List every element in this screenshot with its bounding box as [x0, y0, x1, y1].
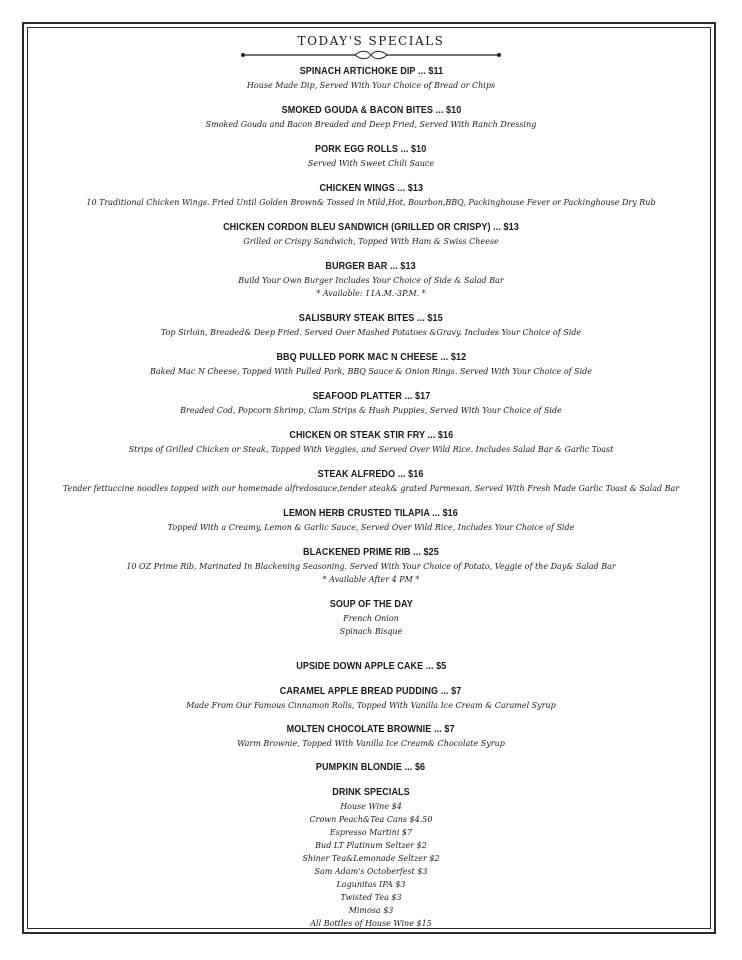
menu-item-description: Warm Brownie, Topped With Vanilla Ice Cream& Chocolate Syrup — [237, 739, 505, 748]
menu-item-description: 10 OZ Prime Rib, Marinated In Blackening Seasoning. Served With Your Choice of Potato, Veggie of the Day& Salad Bar — [126, 562, 616, 571]
menu-item — [30, 503, 712, 534]
menu-item — [30, 347, 712, 378]
menu-item-description: House Made Dip, Served With Your Choice of Bread or Chips — [246, 81, 496, 90]
menu-item-description: Mimosa $3 — [348, 906, 394, 915]
menu-item-description: Twisted Tea $3 — [340, 893, 402, 902]
menu-item-name: DRINK SPECIALS — [332, 786, 410, 798]
specials-menu — [30, 30, 712, 930]
menu-item — [30, 308, 712, 339]
menu-item-description: Tender fettuccine noodles topped with our homemade alfredosauce,tender steak& grated Parmesan, Served With Fresh Made Garlic Toast & Salad Bar — [62, 484, 680, 493]
menu-item-name: SPINACH ARTICHOKE DIP ... $11 — [299, 65, 443, 77]
menu-item-name: SMOKED GOUDA & BACON BITES ... $10 — [281, 104, 461, 116]
menu-item-name: CARAMEL APPLE BREAD PUDDING ... $7 — [280, 685, 462, 697]
menu-item — [30, 681, 712, 712]
menu-item-description: French Onion — [343, 614, 399, 623]
menu-item-description: Grilled or Crispy Sandwich, Topped With Ham & Swiss Cheese — [243, 237, 499, 246]
menu-item-name: SALISBURY STEAK BITES ... $15 — [298, 312, 443, 324]
menu-item-description: Spinach Bisque — [339, 627, 403, 636]
menu-item — [30, 256, 712, 300]
menu-item — [30, 782, 712, 930]
menu-item-name: PORK EGG ROLLS ... $10 — [315, 143, 427, 155]
menu-item-description: Served With Sweet Chili Sauce — [307, 159, 435, 168]
menu-item-description: * Available After 4 PM * — [322, 575, 420, 584]
menu-item-name: CHICKEN WINGS ... $13 — [319, 182, 423, 194]
menu-item-name: BBQ PULLED PORK MAC N CHEESE ... $12 — [276, 351, 466, 363]
menu-item-name: PUMPKIN BLONDIE ... $6 — [316, 761, 426, 773]
menu-item — [30, 139, 712, 170]
menu-item-name: CHICKEN CORDON BLEU SANDWICH (GRILLED OR CRISPY) ... $13 — [223, 221, 519, 233]
menu-item — [30, 594, 712, 638]
menu-item-description: Strips of Grilled Chicken or Steak, Topped With Veggies, and Served Over Wild Rice. Includes Salad Bar & Garlic Toast — [128, 445, 614, 454]
menu-item-description: Topped With a Creamy, Lemon & Garlic Sauce, Served Over Wild Rice, Includes Your Choice of Side — [167, 523, 575, 532]
menu-item — [30, 719, 712, 750]
menu-item-name: UPSIDE DOWN APPLE CAKE ... $5 — [295, 660, 447, 672]
menu-item — [30, 217, 712, 248]
menu-item — [30, 656, 712, 674]
menu-item-description: Espresso Martini $7 — [329, 828, 413, 837]
desserts-and-drinks-list — [30, 656, 712, 930]
menu-item-description: All Bottles of House Wine $15 — [310, 919, 432, 928]
menu-item-description: Baked Mac N Cheese, Topped With Pulled Pork, BBQ Sauce & Onion Rings. Served With Your Choice of Side — [149, 367, 593, 376]
menu-item-description: Build Your Own Burger Includes Your Choice of Side & Salad Bar — [238, 276, 504, 285]
menu-item-name: BLACKENED PRIME RIB ... $25 — [303, 546, 439, 558]
specials-list — [30, 61, 712, 638]
menu-item-description: House Wine $4 — [340, 802, 402, 811]
menu-item — [30, 757, 712, 775]
menu-item-description: Bud LT Platinum Seltzer $2 — [315, 841, 427, 850]
menu-item — [30, 425, 712, 456]
menu-item — [30, 386, 712, 417]
page-title: TODAY'S SPECIALS — [297, 34, 445, 48]
menu-item-description: 10 Traditional Chicken Wings. Fried Until Golden Brown& Tossed in Mild,Hot, Bourbon,BBQ, Packinghouse Fever or Packinghouse Dry Rub — [86, 198, 656, 207]
menu-item-description: Lagunitas IPA $3 — [336, 880, 406, 889]
menu-item-description: Crown Peach&Tea Cans $4.50 — [309, 815, 433, 824]
menu-item-name: CHICKEN OR STEAK STIR FRY ... $16 — [289, 429, 453, 441]
menu-item-name: SEAFOOD PLATTER ... $17 — [312, 390, 430, 402]
ornament-divider-icon — [240, 49, 502, 61]
menu-item-name: MOLTEN CHOCOLATE BROWNIE ... $7 — [287, 723, 455, 735]
menu-item-name: STEAK ALFREDO ... $16 — [318, 468, 424, 480]
menu-item — [30, 542, 712, 586]
menu-item-name: BURGER BAR ... $13 — [325, 260, 417, 272]
menu-item-description: Smoked Gouda and Bacon Breaded and Deep Fried, Served With Ranch Dressing — [205, 120, 537, 129]
menu-item — [30, 464, 712, 495]
menu-item — [30, 100, 712, 131]
menu-item-description: Top Sirloin, Breaded& Deep Fried. Served Over Mashed Potatoes &Gravy. Includes Your Choice of Side — [160, 328, 582, 337]
menu-item — [30, 178, 712, 209]
menu-item — [30, 61, 712, 92]
menu-item-description: Breaded Cod, Popcorn Shrimp, Clam Strips & Hush Puppies, Served With Your Choice of Side — [180, 406, 562, 415]
menu-item-description: * Available: 11A.M.-3P.M. * — [316, 289, 426, 298]
menu-item-name: LEMON HERB CRUSTED TILAPIA ... $16 — [283, 507, 459, 519]
menu-item-description: Shiner Tea&Lemonade Seltzer $2 — [302, 854, 440, 863]
menu-item-description: Made From Our Famous Cinnamon Rolls, Topped With Vanilla Ice Cream & Caramel Syrup — [186, 701, 556, 710]
menu-item-description: Sam Adam's Octoberfest $3 — [314, 867, 428, 876]
menu-item-name: SOUP OF THE DAY — [329, 598, 413, 610]
